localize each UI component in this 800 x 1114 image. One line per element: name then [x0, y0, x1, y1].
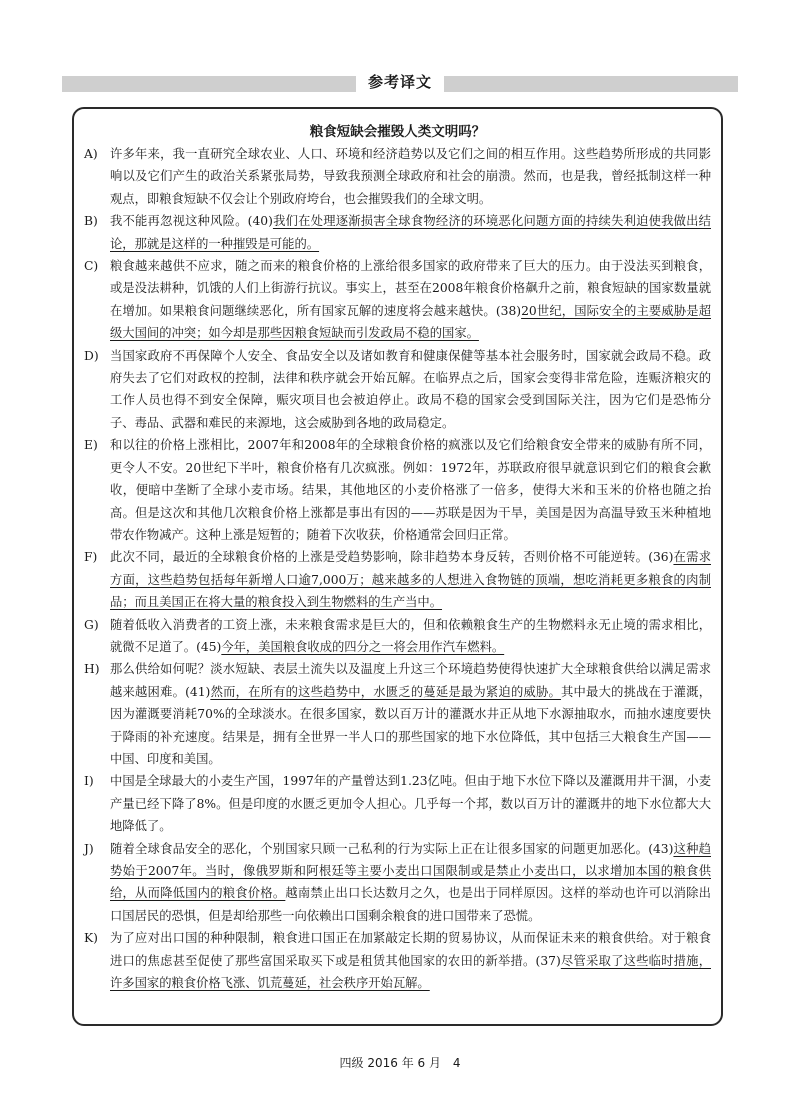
paragraph — [84, 658, 711, 770]
text-segment: 为了应对出口国的种种限制，粮食进口国正在加紧敲定长期的贸易协议，从而保证未来的粮食供给。对于粮食进口的焦虑甚至促使了那些富国采取买下或是租赁其他国家的农田的新举措。(37) — [110, 931, 711, 968]
paragraph-text — [110, 345, 711, 435]
paragraph — [84, 345, 711, 435]
article-title: 粮食短缺会摧毁人类文明吗？ — [309, 124, 486, 140]
text-segment: 其中最大的挑战在于灌溉，因为灌溉要消耗70%的全球淡水。在很多国家，数以百万计的灌溉水井正从地下水源抽取水，而抽水速度要快于降雨的补充速度。结果是，拥有全世界一半人口的那些国家的地下水位降低，其中包括三大粮食生产国——中国、印度和美国。 — [110, 684, 711, 766]
paragraph-letter: I) — [84, 774, 94, 789]
footer-page-number: 4 — [452, 1056, 461, 1070]
paragraph-letter: B) — [84, 214, 98, 229]
paragraph-text — [110, 658, 711, 770]
paragraph-letter: G) — [84, 617, 99, 632]
paragraph-text — [110, 255, 711, 345]
paragraph-text — [110, 143, 711, 210]
text-segment: 中国是全球最大的小麦生产国，1997年的产量曾达到1.23亿吨。但由于地下水位下降以及灌溉用井干涸，小麦产量已经下降了8%。但是印度的水匮乏更加令人担心。几乎每一个邦，数以百万计的灌溉井的地下水位都大大地降低了。 — [110, 774, 711, 834]
text-segment: 和以往的价格上涨相比，2007年和2008年的全球粮食价格的疯涨以及它们给粮食安全带来的威胁有所不同，更令人不安。20世纪下半叶，粮食价格有几次疯涨。例如：1972年，苏联政府很早就意识到它们的粮食会歉收，便暗中垄断了全球小麦市场。结果，其他地区的小麦价格涨了一倍多，使得大米和玉米的价格也随之抬高。但是这次和其他几次粮食价格上涨都是事出有因的——苏联是因为干旱，美国是因为高温导致玉米种植地带农作物减产。这种上涨是短暂的；随着下次收获，价格通常会回归正常。 — [110, 438, 711, 542]
underlined-answer-text: 20世纪，国际安全的主要威胁是超级大国间的冲突；如今却是那些因粮食短缺而引发政局不稳的国家。 — [110, 303, 711, 341]
article-frame — [72, 107, 723, 1026]
underlined-answer-text: 在需求方面，这些趋势包括每年新增人口逾7,000万；越来越多的人想进入食物链的顶端，想吃消耗更多粮食的肉制品；而且美国正在将大量的粮食投入到生物燃料的生产当中。 — [110, 550, 711, 610]
paragraph-letter: H) — [84, 662, 100, 677]
paragraph — [84, 838, 711, 928]
underlined-answer-text: 今年，美国粮食收成的四分之一将会用作汽车燃料。 — [221, 639, 505, 654]
page-title: 参考译文 — [356, 71, 444, 93]
paragraph — [84, 210, 711, 255]
paragraph-letter: J) — [84, 841, 94, 856]
underlined-answer-text: 这种趋势始于2007年。当时，像俄罗斯和阿根廷等主要小麦出口国限制或是禁止小麦出口，以求增加本国的粮食供给，从而降低国内的粮食价格。 — [110, 841, 711, 901]
paragraph-text — [110, 210, 711, 255]
paragraph-text — [110, 614, 711, 659]
text-segment: 那么供给如何呢？淡水短缺、表层土流失以及温度上升这三个环境趋势使得快速扩大全球粮食供给以满足需求越来越困难。(41) — [110, 662, 711, 699]
paragraph-letter: C) — [84, 259, 99, 274]
paragraph — [84, 770, 711, 837]
underlined-answer-text: 我们在处理逐渐损害全球食物经济的环境恶化问题方面的持续失利迫使我做出结论，那就是这样的一种摧毁是可能的。 — [110, 214, 711, 251]
paragraph — [84, 614, 711, 659]
underlined-answer-text: 然而，在所有的这些趋势中，水匮乏的蔓延是最为紧迫的威胁。 — [210, 684, 562, 699]
paragraph-text — [110, 546, 711, 613]
paragraph — [84, 546, 711, 613]
underlined-answer-text: 尽管采取了这些临时措施，许多国家的粮食价格飞涨、饥荒蔓延，社会秩序开始瓦解。 — [110, 953, 711, 991]
text-segment: 越南禁止出口长达数月之久，也是出于同样原因。这样的举动也许可以消除出口国居民的恐惧，但是却给那些一向依赖出口国剩余粮食的进口国带来了恐慌。 — [110, 886, 711, 923]
paragraph-letter: A) — [84, 147, 98, 161]
page-footer — [0, 1054, 800, 1071]
text-segment: 此次不同，最近的全球粮食价格的上涨是受趋势影响，除非趋势本身反转，否则价格不可能逆转。(36) — [110, 550, 674, 565]
paragraph-letter: D) — [84, 348, 99, 363]
paragraph — [84, 434, 711, 546]
paragraph-text — [110, 927, 711, 994]
paragraph-letter: E) — [84, 438, 98, 453]
text-segment: 我不能再忽视这种风险。(40) — [110, 214, 273, 229]
paragraph-letter: K) — [84, 931, 98, 946]
paragraph — [84, 143, 711, 210]
footer-exam-label: 四级 2016 年 6 月 — [339, 1056, 441, 1070]
text-segment: 许多年来，我一直研究全球农业、人口、环境和经济趋势以及它们之间的相互作用。这些趋势所形成的共同影响以及它们产生的政治关系紧张局势，导致我预测全球政府和社会的崩溃。然而，也是我，曾经抵制这样一种观点，即粮食短缺不仅会让个别政府垮台，也会摧毁我们的全球文明。 — [110, 147, 711, 206]
paragraph-text — [110, 838, 711, 928]
text-segment: 当国家政府不再保障个人安全、食品安全以及诸如教育和健康保健等基本社会服务时，国家就会政局不稳。政府失去了它们对政权的控制，法律和秩序就会开始瓦解。在临界点之后，国家会变得非常危险，连赈济粮灾的工作人员也得不到安全保障，赈灾项目也会被迫停止。政局不稳的国家会受到国际关注，因为它们是恐怖分子、毒品、武器和难民的来源地，这会威胁到各地的政局稳定。 — [110, 348, 711, 430]
paragraph — [84, 927, 711, 994]
paragraph-text — [110, 434, 711, 546]
paragraph-letter: F) — [84, 550, 98, 565]
text-segment: 随着低收入消费者的工资上涨，未来粮食需求是巨大的，但和依赖粮食生产的生物燃料永无止境的需求相比，就微不足道了。(45) — [110, 617, 711, 654]
paragraph — [84, 255, 711, 345]
paragraph-list — [84, 143, 711, 994]
text-segment: 粮食越来越供不应求，随之而来的粮食价格的上涨给很多国家的政府带来了巨大的压力。由于没法买到粮食，或是没法耕种，饥饿的人们上街游行抗议。事实上，甚至在2008年粮食价格飙升之前，粮食短缺的国家数量就在增加。如果粮食问题继续恶化，所有国家瓦解的速度将会越来越快。(38) — [110, 259, 711, 318]
text-segment: 随着全球食品安全的恶化，个别国家只顾一己私利的行为实际上正在让很多国家的问题更加恶化。(43) — [110, 841, 674, 856]
paragraph-text — [110, 770, 711, 837]
